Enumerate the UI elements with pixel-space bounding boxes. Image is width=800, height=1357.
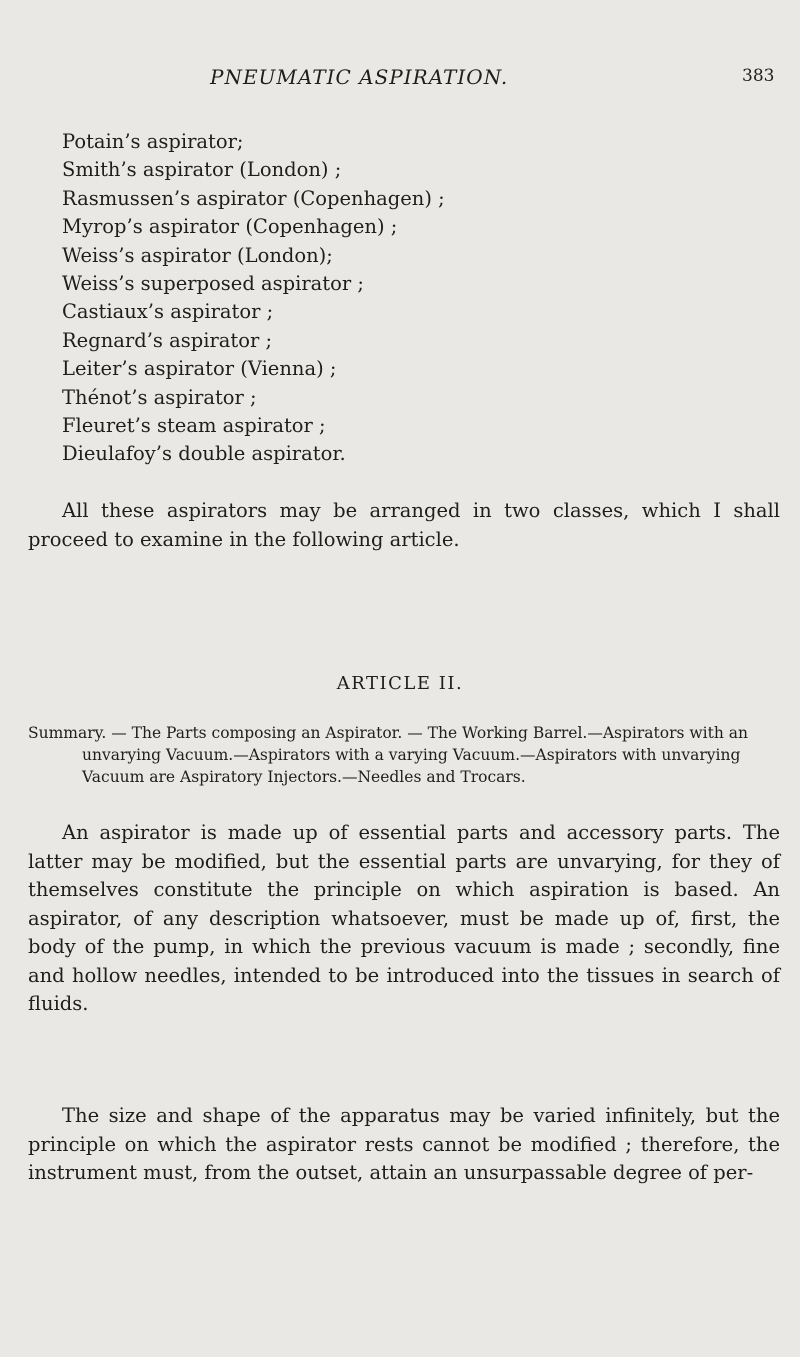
body-paragraph-text: An aspirator is made up of essential parts and accessory parts. The latter may be modified, but the essential parts are unvarying, for they of themselves constitute the principle on which aspiration is based. An aspirator, of any description whatsoever, must be made up of, first, the body of the pump, in which the previous vacuum is made ; secondly, fine and hollow needles, intended to be introduced into the tissues in search of fluids. xyxy=(28,821,780,1015)
list-item: Dieulafoy’s double aspirator. xyxy=(62,442,346,466)
summary-text: — The Parts composing an Aspirator. — The Working Barrel.—Aspirators with an unvarying Vacuum.—Aspirators with a varying Vacuum.—Aspirators with unvarying Vacuum are Aspiratory Injectors.—Needles and Trocars. xyxy=(82,724,748,786)
list-item: Castiaux’s aspirator ; xyxy=(62,300,274,324)
aspirator-list xyxy=(62,128,792,469)
article-summary xyxy=(28,723,780,788)
list-item: Rasmussen’s aspirator (Copenhagen) ; xyxy=(62,186,445,210)
list-item: Regnard’s aspirator ; xyxy=(62,328,273,352)
closing-sentence-text: All these aspirators may be arranged in two classes, which I shall proceed to examine in the following article. xyxy=(28,499,780,551)
running-head xyxy=(0,65,800,95)
body-paragraph-text: The size and shape of the apparatus may be varied infinitely, but the principle on which the aspirator rests cannot be modified ; therefore, the instrument must, from the outset, attain an unsurpassable degree of per- xyxy=(28,1104,780,1184)
page-number: 383 xyxy=(742,66,775,86)
body-paragraph xyxy=(28,819,780,1019)
summary-label: Summary. xyxy=(28,724,107,742)
closing-sentence xyxy=(28,497,780,554)
list-item: Fleuret’s steam aspirator ; xyxy=(62,413,326,437)
list-item: Leiter’s aspirator (Vienna) ; xyxy=(62,357,337,381)
list-item: Smith’s aspirator (London) ; xyxy=(62,158,342,182)
list-item: Myrop’s aspirator (Copenhagen) ; xyxy=(62,215,398,239)
list-item: Potain’s aspirator; xyxy=(62,130,244,153)
list-item: Weiss’s superposed aspirator ; xyxy=(62,271,364,295)
running-title: PNEUMATIC ASPIRATION. xyxy=(210,65,509,89)
list-item: Weiss’s aspirator (London); xyxy=(62,243,333,267)
body-paragraph xyxy=(28,1102,780,1188)
article-heading: ARTICLE II. xyxy=(336,673,464,694)
list-item: Thénot’s aspirator ; xyxy=(62,385,257,409)
